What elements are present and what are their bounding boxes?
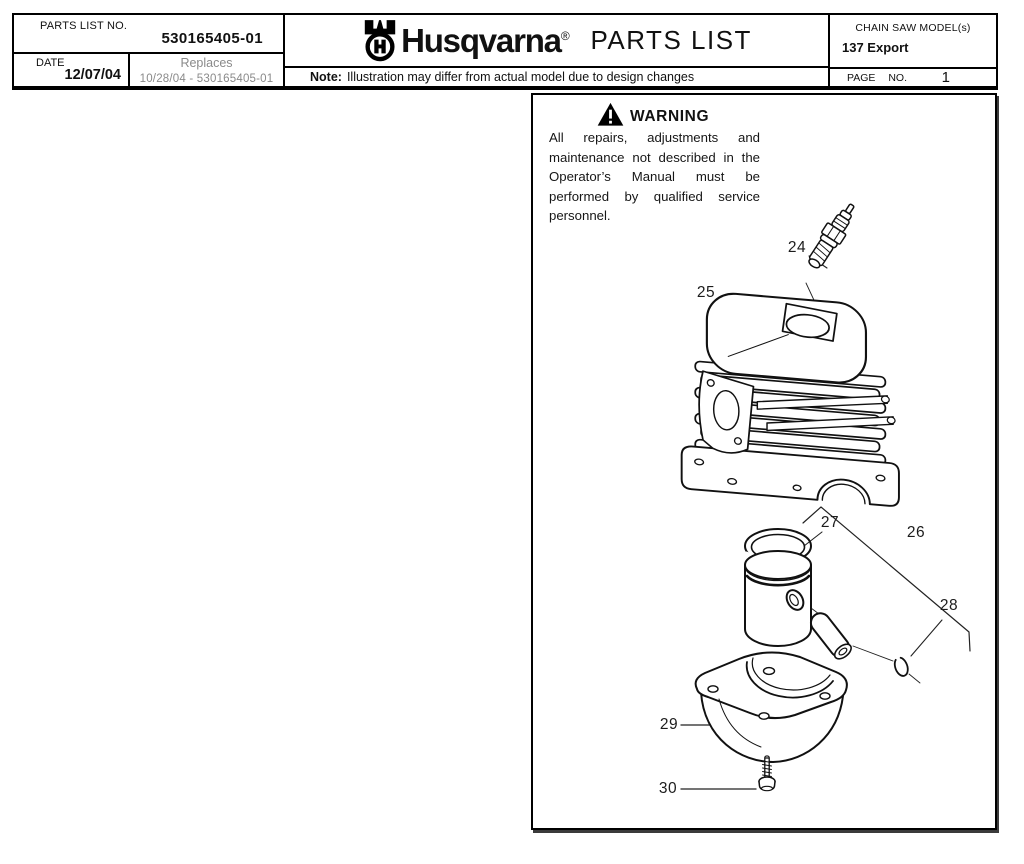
warning-body: All repairs, adjustments and maintenance not described in the Operator’s Manual must be performed by qualified service personnel. xyxy=(549,130,760,223)
callout-pan: 29 xyxy=(659,716,679,733)
circlip-drawing xyxy=(893,657,910,678)
parts-list-no-label: PARTS LIST NO. xyxy=(40,20,128,32)
pan-drawing xyxy=(696,652,847,762)
parts-list-no-value: 530165405-01 xyxy=(161,30,263,47)
model-cell xyxy=(830,15,996,67)
diagram-panel xyxy=(531,93,997,830)
wrist-pin-drawing xyxy=(807,609,854,661)
page-no-cell xyxy=(830,67,996,86)
note-text: Illustration may differ from actual model due to design changes xyxy=(346,70,695,84)
callout-piston-ring: 27 xyxy=(820,514,840,531)
spark-plug-drawing xyxy=(803,199,861,272)
cylinder-drawing xyxy=(682,289,899,506)
brand-text: Husqvarna xyxy=(401,21,561,59)
document-title: PARTS LIST xyxy=(590,25,752,55)
page-no-label: PAGE NO. xyxy=(847,71,907,84)
callout-cylinder: 25 xyxy=(696,284,716,301)
model-label: CHAIN SAW MODEL(s) xyxy=(855,22,971,34)
replaces-cell xyxy=(130,54,283,86)
page-number: 1 xyxy=(941,69,950,86)
date-value: 12/07/04 xyxy=(64,67,121,83)
replaces-value: 10/28/04 - 530165405-01 xyxy=(139,72,274,85)
piston-drawing xyxy=(745,551,811,646)
callout-screw: 30 xyxy=(658,780,678,797)
parts-list-no-cell xyxy=(14,15,283,52)
note-label: Note: xyxy=(310,70,342,84)
header-table xyxy=(12,13,998,90)
husqvarna-crown-icon xyxy=(361,20,399,62)
date-replaces-row xyxy=(14,52,283,86)
header-left-column xyxy=(14,15,283,86)
registered-trademark: ® xyxy=(560,28,569,43)
brand-wordmark xyxy=(401,22,568,60)
date-label: DATE xyxy=(36,57,65,69)
model-value: 137 Export xyxy=(842,40,909,55)
header-center-column xyxy=(283,15,830,86)
callout-spark-plug: 24 xyxy=(787,239,807,256)
brand-row xyxy=(285,15,828,66)
warning-title: WARNING xyxy=(630,108,710,125)
replaces-label: Replaces xyxy=(180,56,233,70)
callout-piston-assembly: 26 xyxy=(906,524,926,541)
header-right-column xyxy=(830,15,996,86)
parts-illustration xyxy=(533,95,999,832)
callout-circlip: 28 xyxy=(939,597,959,614)
date-cell xyxy=(14,54,130,86)
note-row xyxy=(285,66,828,86)
